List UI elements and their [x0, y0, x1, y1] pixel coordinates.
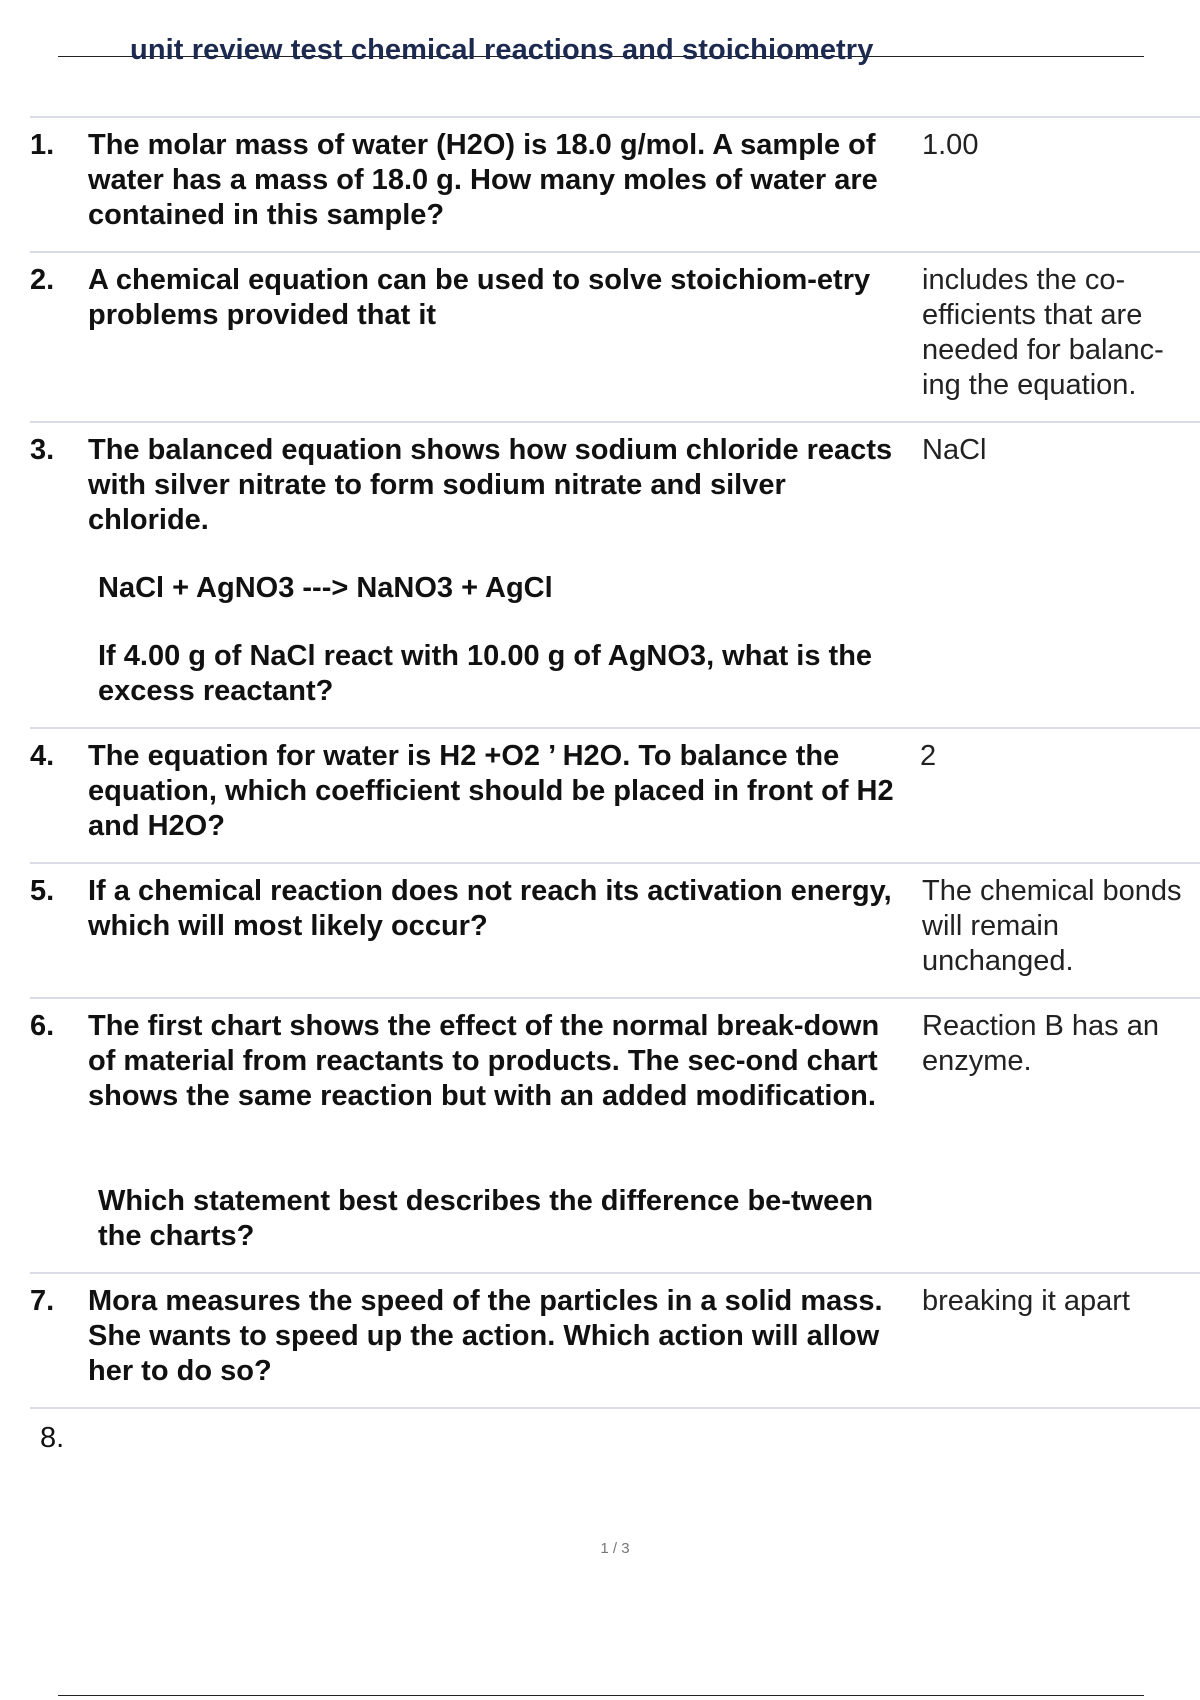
question-block: [88, 1009, 920, 1254]
question-item-1: [30, 116, 1200, 251]
question-number: 8.: [40, 1422, 65, 1454]
question-item-8: [30, 1407, 1200, 1474]
answer-text: 2: [920, 740, 937, 772]
question-text: The balanced equation shows how sodium chloride reacts with silver nitrate to form sodium nitrate and silver chloride.: [88, 434, 893, 536]
question-text: If a chemical reaction does not reach its activation energy, which will most likely occur?: [88, 875, 892, 942]
question-item-4: [30, 727, 1200, 862]
question-text: The molar mass of water (H2O) is 18.0 g/mol. A sample of water has a mass of 18.0 g. How many moles of water are contained in this sample?: [88, 129, 878, 231]
question-number: 6.: [30, 1010, 55, 1042]
question-text: The first chart shows the effect of the normal break-down of material from reactants to products. The sec-ond chart shows the same reaction but with an added modification.: [88, 1010, 880, 1112]
question-text: Mora measures the speed of the particles in a solid mass. She wants to speed up the action. Which action will allow her to do so?: [88, 1285, 883, 1387]
question-number: 1.: [30, 129, 55, 161]
question-number: 2.: [30, 264, 55, 296]
page-indicator: 1 / 3: [600, 1540, 630, 1557]
answer-text: breaking it apart: [922, 1285, 1130, 1317]
question-number: 7.: [30, 1285, 55, 1317]
footer-rule: [58, 1695, 1144, 1696]
answer-text: 1.00: [922, 129, 979, 161]
question-number: 3.: [30, 434, 55, 466]
answer-text: Reaction B has an enzyme.: [922, 1010, 1159, 1077]
answer-text: The chemical bonds will remain unchanged.: [922, 875, 1182, 977]
question-item-2: [30, 251, 1200, 421]
question-item-3: [30, 421, 1200, 727]
question-item-7: [30, 1272, 1200, 1407]
question-item-5: [30, 862, 1200, 997]
question-number: 5.: [30, 875, 55, 907]
question-list: [30, 116, 1200, 1474]
page-header: [58, 34, 1144, 74]
question-text: The equation for water is H2 +O2 ’ H2O. To balance the equation, which coefficient should be placed in front of H2 and H2O?: [88, 740, 894, 842]
page-title: unit review test chemical reactions and stoichiometry: [130, 34, 874, 66]
answer-text: includes the co-efficients that are needed for balanc-ing the equation.: [922, 264, 1164, 401]
question-follow-up: Which statement best describes the difference be-tween the charts?: [98, 1185, 874, 1252]
question-follow-up: If 4.00 g of NaCl react with 10.00 g of AgNO3, what is the excess reactant?: [98, 640, 873, 707]
chemical-equation: NaCl + AgNO3 ---> NaNO3 + AgCl: [98, 572, 553, 604]
answer-text: NaCl: [922, 434, 987, 466]
question-item-6: [30, 997, 1200, 1272]
question-number: 4.: [30, 740, 55, 772]
question-block: [88, 433, 920, 709]
question-text: A chemical equation can be used to solve stoichiom-etry problems provided that it: [88, 264, 871, 331]
